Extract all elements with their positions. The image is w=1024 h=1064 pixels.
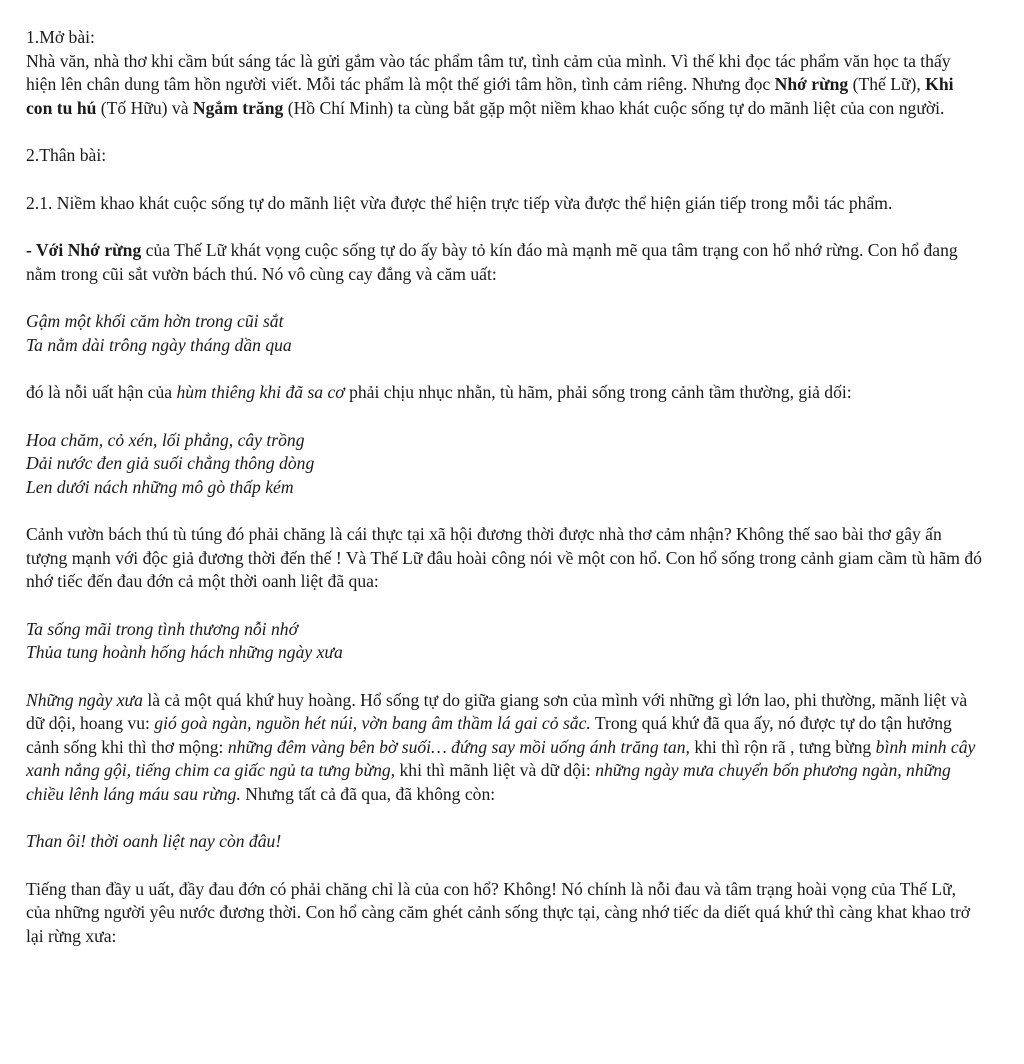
poem-line: Len dưới nách những mô gò thấp kém [26, 476, 294, 497]
work-title-khi-con-tu-hu: Khi con tu hú [26, 74, 954, 118]
section-2-1-heading: 2.1. Niềm khao khát cuộc sống tự do mãnh liệt vừa được thể hiện trực tiếp vừa được thể hiện gián tiếp trong mỗi tác phẩm. [26, 192, 893, 213]
ngay-xua-italic-5: những ngày mưa chuyển bốn phương ngàn, những chiều lênh láng máu sau rừng. [26, 760, 951, 804]
ngay-xua-italic-4: bình minh cây xanh nắng gội, tiếng chim ca giấc ngủ ta tưng bừng, [26, 736, 976, 780]
work-title-nho-rung: Nhớ rừng [774, 74, 849, 94]
intro-heading: 1.Mở bài: [26, 27, 95, 47]
ngay-xua-text-3: khi thì rộn rã , tưng bừng [689, 736, 876, 757]
poem-line: Dải nước đen giả suối chẳng thông dòng [26, 453, 315, 473]
work-title-ngam-trang: Ngắm trăng [192, 97, 284, 118]
vuon-bach-thu-paragraph: Cảnh vườn bách thú tù túng đó phải chăng là cái thực tại xã hội đương thời được nhà thơ cảm nhận? Không thế sao bài thơ gây ấn tượng mạnh với độc giả đương thời đến thế ! Và Thế Lữ đâu hoài công nói về một con hổ. Con hổ sống trong cảnh giam cầm tù hãm đó nhớ tiếc đến đau đớn cả một thời oanh liệt đã qua: [26, 524, 982, 591]
poem-line: Ta nằm dài trông ngày tháng dần qua [26, 334, 292, 355]
poem-line: Ta sống mãi trong tình thương nỗi nhớ [26, 618, 298, 639]
poem-line: Than ôi! thời oanh liệt nay còn đâu! [26, 831, 282, 851]
intro-text-2: (Thế Lữ), [848, 74, 926, 94]
poem-quote-2 [26, 429, 984, 500]
nho-rung-paragraph [26, 239, 984, 286]
ngay-xua-paragraph [26, 689, 984, 807]
poem-line: Gậm một khối căm hờn trong cũi sắt [26, 311, 284, 331]
body-heading: 2.Thân bài: [26, 145, 107, 165]
poem-quote-4 [26, 830, 984, 854]
ngay-xua-italic-1: Những ngày xưa [26, 689, 143, 710]
poem-line: Thủa tung hoành hống hách những ngày xưa [26, 642, 343, 662]
ngay-xua-text-5: Nhưng tất cả đã qua, đã không còn: [240, 783, 496, 804]
uat-han-text-2: phải chịu nhục nhằn, tù hãm, phải sống trong cảnh tầm thường, giả dối: [344, 382, 852, 402]
uat-han-text-1: đó là nỗi uất hận của [26, 382, 177, 402]
uat-han-italic: hùm thiêng khi đã sa cơ [176, 382, 345, 402]
poem-quote-3 [26, 618, 984, 665]
work-title-nho-rung-2: Nhớ rừng [67, 240, 142, 260]
ngay-xua-italic-3: những đêm vàng bên bờ suối… đứng say mồi uống ánh trăng tan, [227, 736, 690, 757]
ngay-xua-text-4: khi thì mãnh liệt và dữ dội: [395, 760, 596, 780]
ngay-xua-text-2: Trong quá khứ đã qua ấy, nó được tự do tận hưởng cảnh sống khi thì thơ mộng: [26, 713, 952, 757]
poem-quote-1 [26, 310, 984, 357]
uat-han-paragraph [26, 381, 984, 405]
bullet-lead: - Với [26, 240, 68, 260]
nho-rung-text: của Thế Lữ khát vọng cuộc sống tự do ấy bày tỏ kín đáo mà mạnh mẽ qua tâm trạng con hổ nhớ rừng. Con hổ đang nằm trong cũi sắt vườn bách thú. Nó vô cùng cay đắng và căm uất: [26, 240, 958, 284]
ngay-xua-text-1: là cả một quá khứ huy hoàng. Hổ sống tự do giữa giang sơn của mình với những gì lớn lao, phi thường, mãnh liệt và dữ dội, hoang vu: [26, 689, 968, 733]
ngay-xua-italic-2: gió goà ngàn, nguồn hét núi, vờn bang âm thầm lá gai cỏ sắc. [154, 713, 591, 733]
intro-text-1: Nhà văn, nhà thơ khi cầm bút sáng tác là gửi gắm vào tác phẩm tâm tư, tình cảm của mình. Vì thế khi đọc tác phẩm văn học ta thấy hiện lên chân dung tâm hồn người viết. Mỗi tác phẩm là một thế giới tâm hồn, tình cảm riêng. Nhưng đọc [26, 50, 951, 94]
tieng-than-paragraph: Tiếng than đầy u uất, đầy đau đớn có phải chăng chỉ là của con hổ? Không! Nó chính là nỗi đau và tâm trạng hoài vọng của Thế Lữ, của những người yêu nước đương thời. Con hổ càng căm ghét cảnh sống thực tại, càng nhớ tiếc da diết quá khứ thì càng khat khao trở lại rừng xưa: [26, 878, 971, 946]
intro-text-4: (Hồ Chí Minh) ta cùng bắt gặp một niềm khao khát cuộc sống tự do mãnh liệt của con người. [283, 97, 945, 118]
intro-paragraph [26, 50, 984, 121]
intro-text-3: (Tố Hữu) và [96, 97, 193, 118]
poem-line: Hoa chăm, cỏ xén, lối phẳng, cây trồng [26, 429, 305, 450]
